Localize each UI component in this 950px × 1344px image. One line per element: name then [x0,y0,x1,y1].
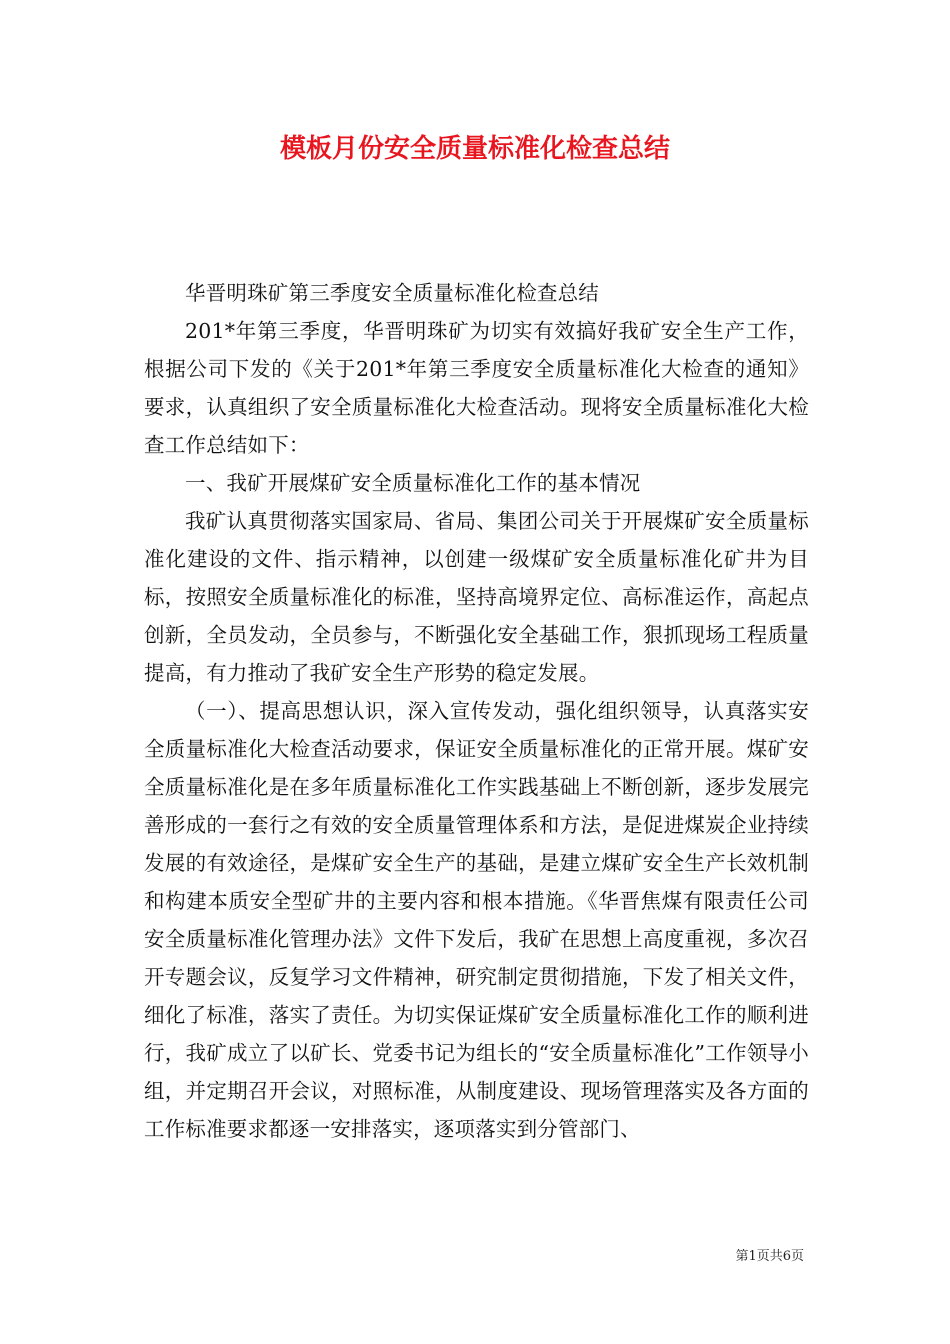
document-body [144,274,809,1148]
page-number: 第1页共6页 [735,1249,804,1264]
section-heading: 一、我矿开展煤矿安全质量标准化工作的基本情况 [185,471,641,495]
intro-paragraph: 201*年第三季度，华晋明珠矿为切实有效搞好我矿安全生产工作，根据公司下发的《关于201*年第三季度安全质量标准化大检查的通知》要求，认真组织了安全质量标准化大检查活动。现将安全质量标准化大检查工作总结如下： [144,319,809,457]
body-paragraph: （一）、提高思想认识，深入宣传发动，强化组织领导，认真落实安全质量标准化大检查活动要求，保证安全质量标准化的正常开展。煤矿安全质量标准化是在多年质量标准化工作实践基础上不断创新，逐步发展完善形成的一套行之有效的安全质量管理体系和方法，是促进煤炭企业持续发展的有效途径，是煤矿安全生产的基础，是建立煤矿安全生产长效机制和构建本质安全型矿井的主要内容和根本措施。《华晋焦煤有限责任公司安全质量标准化管理办法》文件下发后，我矿在思想上高度重视，多次召开专题会议，反复学习文件精神，研究制定贯彻措施，下发了相关文件，细化了标准，落实了责任。为切实保证煤矿安全质量标准化工作的顺利进行，我矿成立了以矿长、党委书记为组长的“安全质量标准化”工作领导小组，并定期召开会议，对照标准，从制度建设、现场管理落实及各方面的工作标准要求都逐一安排落实，逐项落实到分管部门、 [144,699,809,1141]
body-paragraph: 我矿认真贯彻落实国家局、省局、集团公司关于开展煤矿安全质量标准化建设的文件、指示精神，以创建一级煤矿安全质量标准化矿井为目标，按照安全质量标准化的标准，坚持高境界定位、高标准运作，高起点创新，全员发动，全员参与，不断强化安全基础工作，狠抓现场工程质量提高，有力推动了我矿安全生产形势的稳定发展。 [144,509,809,685]
subtitle-paragraph: 华晋明珠矿第三季度安全质量标准化检查总结 [185,281,599,305]
document-title: 模板月份安全质量标准化检查总结 [279,134,670,164]
